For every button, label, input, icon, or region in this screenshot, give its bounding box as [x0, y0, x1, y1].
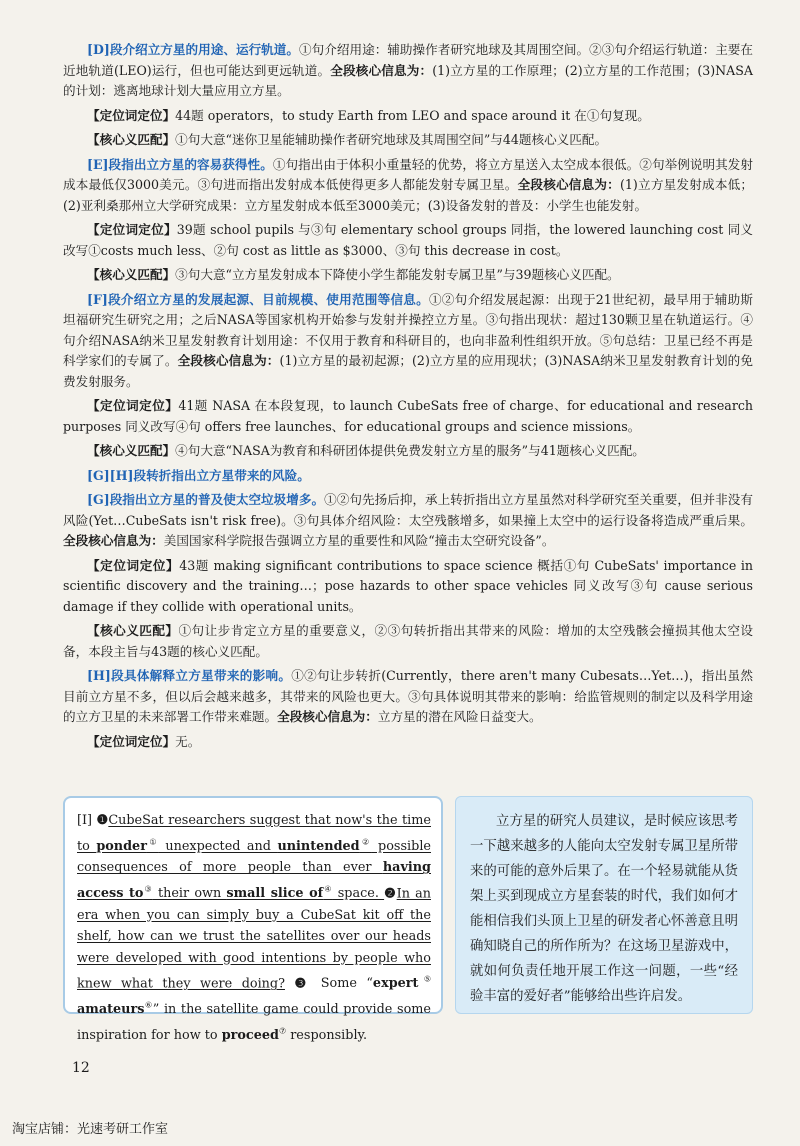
para-label: [I] [77, 813, 93, 828]
paragraph-i-boxes [63, 796, 753, 1043]
english-passage [77, 810, 431, 1046]
footer-shop: 淘宝店铺：光速考研工作室 [12, 1122, 169, 1137]
para-h: [H]段具体解释立方星带来的影响。①②句让步转折(Currently，there aren't many Cubesats…Yet…)，指出虽然目前立方星不多，但以后会越来越多，其带来的风险也更大。③句具体说明其带来的影响：给监管规则的制定以及科学用途的立方卫星的未来部署工作带来难题。全段核心信息为：立方星的潜在风险日益变大。 [63, 668, 753, 724]
locate-43: 【定位词定位】43题 making significant contributions to space science 概括①句 CubeSats' importance in scientific discovery and the training…；pose hazards to other space vehicles 同义改写③句 cause serious damage if they collide with operational units。 [63, 557, 753, 614]
sentence-2-number: ❷ [384, 886, 397, 902]
match-43: 【核心义匹配】①句让步肯定立方星的重要意义，②③句转折指出其带来的风险：增加的太空残骸会撞损其他太空设备，本段主旨与43题的核心义匹配。 [63, 623, 754, 659]
sentence-1: CubeSat researchers suggest that now's the time to ponder① unexpected and unintended② possible consequences of more people than ever having access to③ their own small slice of④ space. [77, 813, 431, 902]
sentence-3: Some “expert⑤ amateurs⑥” in the satellite game could provide some inspiration for how to proceed⑦ responsibly. [77, 975, 431, 1043]
para-d-key-label: 全段核心信息为： [330, 62, 433, 78]
sentence-2: In an era when you can simply buy a CubeSat kit off the shelf, how can we trust the satellites over our heads were developed with good intentions by people who knew what they were doing? [77, 886, 431, 992]
analysis-content [63, 40, 753, 756]
para-d-body: ①句介绍用途：辅助操作者研究地球及其周围空间。②③句介绍运行轨道：主要在近地轨道(LEO)运行，但也可能达到更远轨道。 [63, 42, 754, 78]
page-number: 12 [72, 1060, 90, 1076]
match-39: 【核心义匹配】③句大意“立方星发射成本下降使小学生都能发射专属卫星”与39题核心义匹配。 [87, 267, 620, 282]
para-e: [E]段指出立方星的容易获得性。①句指出由于体积小重量轻的优势，将立方星送入太空成本很低。②句举例说明其发射成本最低仅3000美元。③句进而指出发射成本低使得更多人都能发射专属卫星。全段核心信息为：(1)立方星发射成本低；(2)亚利桑那州立大学研究成果：立方星发射成本低至3000美元；(3)设备发射的普及：小学生也能发射。 [63, 156, 754, 213]
match-41: 【核心义匹配】④句大意“NASA为教育和科研团体提供免费发射立方星的服务”与41题核心义匹配。 [87, 443, 645, 458]
locate-41: 【定位词定位】41题 NASA 在本段复现，to launch CubeSats free of charge、for educational and research purposes 同义改写④句 offers free launches、for educational groups and science missions。 [63, 398, 754, 434]
para-d-key: (1)立方星的工作原理；(2)立方星的工作范围；(3)NASA的计划：逃离地球计划大量应用立方星。 [63, 62, 753, 98]
chinese-translation-box [455, 796, 753, 1014]
locate-39: 【定位词定位】39题 school pupils 与③句 elementary school groups 同指，the lowered launching cost 同义改写①costs much less、②句 cost as little as $3000、③句 this decrease in cost。 [63, 222, 753, 258]
sentence-3-number: ❸ [294, 976, 312, 992]
para-d [63, 40, 753, 102]
locate-none: 【定位词定位】无。 [87, 733, 201, 749]
para-d-head: [D]段介绍立方星的用途、运行轨道。 [87, 42, 300, 57]
chinese-translation: 立方星的研究人员建议，是时候应该思考一下越来越多的人能向太空发射专属卫星所带来的可能的意外后果了。在一个轻易就能从货架上买到现成立方星套装的时代，我们如何才能相信我们头顶上卫星的研发者心怀善意且明确知晓自己的所作所为？在这场卫星游戏中，就如何负责任地开展工作这一问题，一些“经验丰富的爱好者”能够给出些许启发。 [470, 814, 738, 1004]
match-44: 【核心义匹配】①句大意“迷你卫星能辅助操作者研究地球及其周围空间”与44题核心义匹配。 [87, 132, 608, 147]
para-f: [F]段介绍立方星的发展起源、目前规模、使用范围等信息。①②句介绍发展起源：出现于21世纪初，最早用于辅助斯坦福研究生研究之用；之后NASA等国家机构开始参与发射并操控立方星。③句指出现状：超过130颗卫星在轨道运行。④句介绍NASA纳米卫星发射教育计划用途：不仅用于教育和科研目的，也向非盈利性组织开放。⑤句总结：卫星已经不再是科学家们的专属了。全段核心信息为：(1)立方星的最初起源；(2)立方星的应用现状；(3)NASA纳米卫星发射教育计划的免费发射服务。 [63, 291, 754, 389]
locate-44: 【定位词定位】44题 operators，to study Earth from LEO and space around it 在①句复现。 [87, 107, 650, 123]
para-gh: [G][H]段转折指出立方星带来的风险。 [87, 467, 310, 483]
sentence-1-number: ❶ [96, 813, 109, 828]
para-g: [G]段指出立方星的普及使太空垃圾增多。①②句先扬后抑，承上转折指出立方星虽然对科学研究至关重要，但并非没有风险(Yet…CubeSats isn't risk free)。③句具体介绍风险：太空残骸增多，如果撞上太空中的运行设备将造成严重后果。全段核心信息为：美国国家科学院报告强调立方星的重要性和风险“撞击太空研究设备”。 [63, 492, 753, 548]
english-passage-box [63, 796, 443, 1043]
